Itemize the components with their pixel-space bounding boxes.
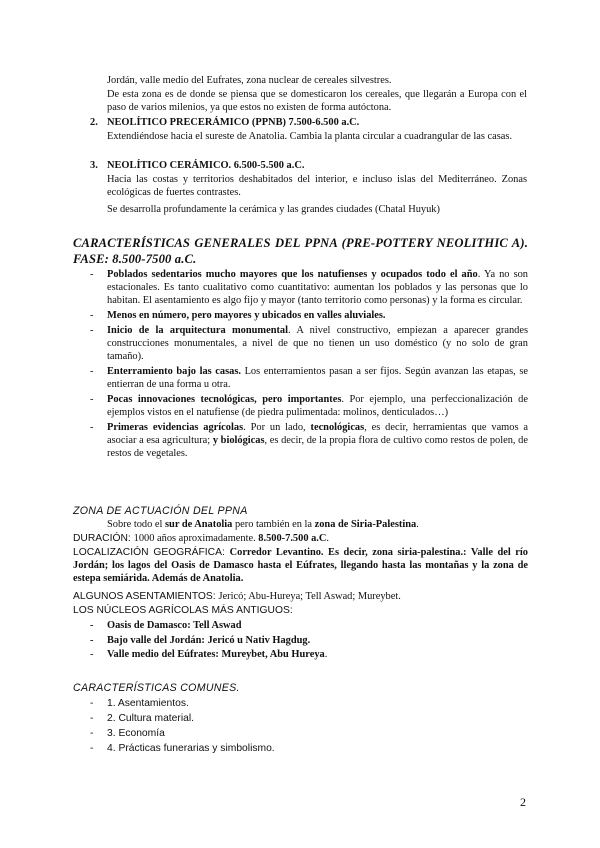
item-description-2: Se desarrolla profundamente la cerámica y las grandes ciudades (Chatal Huyuk) (107, 204, 440, 215)
list-item: - Valle medio del Eúfrates: Mureybet, Abu Hureya. (90, 649, 328, 661)
item-description: Extendiéndose hacia el sureste de Anatolia. Cambia la planta circular a cuadrangular de las casas. (107, 131, 513, 142)
item-description: Hacia las costas y territorios deshabitados del interior, e incluso islas del Mediterráneo. Zonas ecológicas de fuertes contrastes. (107, 174, 527, 198)
nucleos-title: LOS NÚCLEOS AGRÍCOLAS MÁS ANTIGUOS: (73, 605, 293, 616)
dash-icon: - (90, 713, 94, 725)
item-number: 2. (90, 117, 98, 128)
list-item: - Primeras evidencias agrícolas. Por un lado, tecnológicas, es decir, herramientas que vamos a asociar a esa agricultura; y biológicas, es decir, de la propia flora de cultivo como restos de polen, de restos de vegetales. (90, 421, 528, 459)
item-heading: NEOLÍTICO PRECERÁMICO (PPNB) 7.500-6.500 a.C. (107, 117, 360, 128)
section-title: CARACTERÍSTICAS GENERALES DEL PPNA (PRE-POTTERY NEOLITHIC A). FASE: 8.500-7500 a.C. (73, 236, 528, 266)
item-heading: NEOLÍTICO CERÁMICO. 6.500-5.500 a.C. (107, 160, 305, 171)
dash-icon: - (90, 393, 94, 405)
dash-icon: - (90, 325, 94, 336)
list-item: - 2. Cultura material. (90, 713, 194, 725)
dash-icon: - (90, 698, 94, 709)
list-item: - 1. Asentamientos. (90, 698, 189, 709)
intro-line-2: De esta zona es de donde se piensa que se domesticaron los cereales, que llegarán a Europa con el paso de varios milenios, ya que estos no existen de forma autóctona. (107, 89, 527, 113)
list-item: - Inicio de la arquitectura monumental. A nivel constructivo, empiezan a aparecer grandes construcciones monumentales, a nivel de que no tienen un uso doméstico (y no solo de gran tamaño). (90, 325, 528, 362)
dash-icon: - (90, 269, 94, 280)
comunes-title: CARACTERÍSTICAS COMUNES. (73, 682, 240, 694)
item-number: 3. (90, 160, 98, 171)
page-number: 2 (520, 795, 526, 809)
characteristics-list (90, 269, 528, 463)
dash-icon: - (90, 634, 94, 646)
nucleos-list (90, 620, 528, 664)
dash-icon: - (90, 743, 94, 755)
dash-icon: - (90, 421, 94, 433)
comunes-list (90, 697, 528, 757)
dash-icon: - (90, 649, 94, 661)
dash-icon: - (90, 309, 94, 321)
dash-icon: - (90, 365, 94, 377)
list-item: - Bajo valle del Jordán: Jericó u Nativ Hagdug. (90, 634, 311, 646)
list-item: - Poblados sedentarios mucho mayores que los natufienses y ocupados todo el año. Ya no son estacionales. Es tanto cualitativo como cuantitativo: aumentan los poblados y las personas que lo habitan. El asentamiento es algo fijo y mayor (tanto territorio como personas) y la forma es circular. (90, 269, 529, 306)
intro-line-1: Jordán, valle medio del Eufrates, zona nuclear de cereales silvestres. (107, 75, 392, 86)
dash-icon: - (90, 620, 94, 631)
list-item: - 3. Economía (90, 728, 165, 740)
zona-line: Sobre todo el sur de Anatolia pero también en la zona de Siria-Palestina. (107, 519, 419, 530)
list-item: - Menos en número, pero mayores y ubicados en valles aluviales. (90, 309, 386, 321)
list-item: - 4. Prácticas funerarias y simbolismo. (90, 743, 275, 755)
dash-icon: - (90, 728, 94, 740)
asentamientos-line: ALGUNOS ASENTAMIENTOS: Jericó; Abu-Hureya; Tell Aswad; Mureybet. (73, 591, 401, 602)
list-item: - Enterramiento bajo las casas. Los enterramientos pasan a ser fijos. Según avanzan las etapas, se entierran de una forma u otra. (90, 365, 529, 390)
zona-title: ZONA DE ACTUACIÓN DEL PPNA (73, 505, 248, 517)
localizacion-line: LOCALIZACIÓN GEOGRÁFICA: Corredor Levantino. Es decir, zona siria-palestina.: Valle del río Jordán; los lagos del Oasis de Damasco hasta el Eúfrates, llegando hasta las montañas y la zona de estepa semiárida. Además de Anatolia. (73, 547, 528, 584)
duracion-line: DURACIÓN: 1000 años aproximadamente. 8.500-7.500 a.C. (73, 533, 330, 544)
list-item: - Oasis de Damasco: Tell Aswad (90, 620, 242, 631)
list-item: - Pocas innovaciones tecnológicas, pero importantes. Por ejemplo, una perfeccionalización de ejemplos vistos en el natufiense (de piedra pulimentada: molinos, denticulados…) (90, 393, 528, 418)
